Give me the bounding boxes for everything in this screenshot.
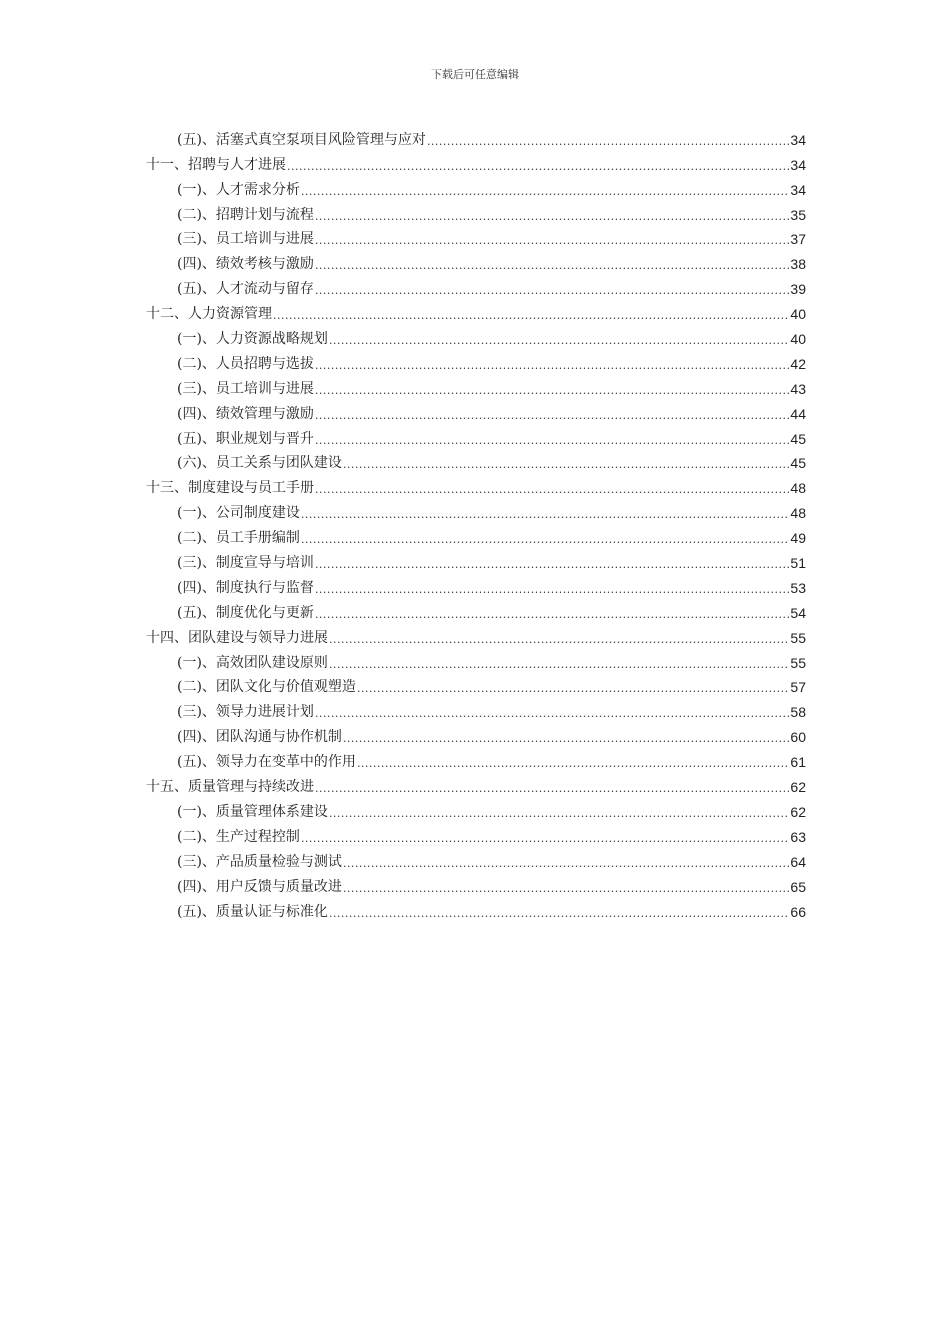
toc-dot-leader xyxy=(287,161,789,175)
toc-dot-leader xyxy=(343,459,789,473)
toc-entry-title: (一)、高效团队建设原则 xyxy=(177,654,328,671)
toc-dot-leader xyxy=(315,435,789,449)
toc-entry-title: 十五、质量管理与持续改进 xyxy=(146,779,314,796)
toc-entry-title: (五)、活塞式真空泵项目风险管理与应对 xyxy=(177,131,426,148)
toc-entry-title: (四)、制度执行与监督 xyxy=(177,579,314,596)
toc-entry-title: (二)、人员招聘与选拔 xyxy=(177,355,314,372)
toc-dot-leader xyxy=(301,509,789,523)
toc-entry-title: (五)、职业规划与晋升 xyxy=(177,430,314,447)
toc-section-entry[interactable] xyxy=(146,598,806,623)
toc-section-entry[interactable] xyxy=(146,897,806,922)
toc-page-number: 45 xyxy=(790,430,806,447)
toc-chapter-entry[interactable] xyxy=(146,772,806,797)
toc-page-number: 45 xyxy=(790,455,806,472)
toc-entry-title: (一)、公司制度建设 xyxy=(177,505,300,522)
toc-entry-title: (三)、制度宣导与培训 xyxy=(177,555,314,572)
toc-section-entry[interactable] xyxy=(146,225,806,250)
toc-section-entry[interactable] xyxy=(146,797,806,822)
toc-chapter-entry[interactable] xyxy=(146,299,806,324)
toc-section-entry[interactable] xyxy=(146,673,806,698)
toc-entry-title: (三)、员工培训与进展 xyxy=(177,231,314,248)
toc-section-entry[interactable] xyxy=(146,324,806,349)
toc-dot-leader xyxy=(315,285,789,299)
toc-page-number: 37 xyxy=(790,231,806,248)
toc-section-entry[interactable] xyxy=(146,200,806,225)
toc-page-number: 40 xyxy=(790,331,806,348)
toc-entry-title: (一)、人力资源战略规划 xyxy=(177,331,328,348)
toc-section-entry[interactable] xyxy=(146,424,806,449)
toc-entry-title: (五)、人才流动与留存 xyxy=(177,281,314,298)
toc-chapter-entry[interactable] xyxy=(146,623,806,648)
toc-section-entry[interactable] xyxy=(146,822,806,847)
toc-section-entry[interactable] xyxy=(146,747,806,772)
toc-entry-title: 十四、团队建设与领导力进展 xyxy=(146,629,328,646)
toc-page-number: 58 xyxy=(790,704,806,721)
toc-page-number: 39 xyxy=(790,281,806,298)
toc-page-number: 34 xyxy=(790,156,806,173)
toc-dot-leader xyxy=(357,758,789,772)
toc-page-number: 65 xyxy=(790,878,806,895)
toc-dot-leader xyxy=(343,858,789,872)
toc-page-number: 64 xyxy=(790,853,806,870)
toc-page-number: 53 xyxy=(790,579,806,596)
toc-page-number: 57 xyxy=(790,679,806,696)
toc-section-entry[interactable] xyxy=(146,349,806,374)
toc-section-entry[interactable] xyxy=(146,573,806,598)
toc-entry-title: (四)、绩效管理与激励 xyxy=(177,405,314,422)
toc-section-entry[interactable] xyxy=(146,498,806,523)
toc-section-entry[interactable] xyxy=(146,175,806,200)
toc-dot-leader xyxy=(315,708,789,722)
page-header: 下载后可任意编辑 xyxy=(431,68,519,81)
toc-dot-leader xyxy=(329,908,789,922)
toc-page-number: 62 xyxy=(790,779,806,796)
table-of-contents xyxy=(146,125,806,922)
toc-page-number: 66 xyxy=(790,903,806,920)
toc-dot-leader xyxy=(315,410,789,424)
toc-section-entry[interactable] xyxy=(146,548,806,573)
toc-entry-title: (一)、质量管理体系建设 xyxy=(177,803,328,820)
toc-dot-leader xyxy=(301,186,789,200)
toc-entry-title: 十一、招聘与人才进展 xyxy=(146,156,286,173)
toc-dot-leader xyxy=(329,808,789,822)
toc-page-number: 60 xyxy=(790,729,806,746)
toc-page-number: 44 xyxy=(790,405,806,422)
toc-entry-title: (三)、产品质量检验与测试 xyxy=(177,853,342,870)
toc-page-number: 63 xyxy=(790,828,806,845)
toc-section-entry[interactable] xyxy=(146,523,806,548)
toc-section-entry[interactable] xyxy=(146,274,806,299)
toc-section-entry[interactable] xyxy=(146,697,806,722)
toc-section-entry[interactable] xyxy=(146,125,806,150)
toc-section-entry[interactable] xyxy=(146,648,806,673)
toc-page-number: 49 xyxy=(790,530,806,547)
toc-dot-leader xyxy=(315,484,789,498)
toc-page-number: 34 xyxy=(790,131,806,148)
toc-entry-title: 十三、制度建设与员工手册 xyxy=(146,480,314,497)
toc-page-number: 38 xyxy=(790,256,806,273)
toc-dot-leader xyxy=(343,733,789,747)
toc-page-number: 55 xyxy=(790,629,806,646)
toc-section-entry[interactable] xyxy=(146,399,806,424)
toc-dot-leader xyxy=(329,335,789,349)
toc-dot-leader xyxy=(273,310,789,324)
toc-entry-title: (二)、生产过程控制 xyxy=(177,828,300,845)
toc-page-number: 43 xyxy=(790,380,806,397)
toc-dot-leader xyxy=(301,833,789,847)
toc-page-number: 51 xyxy=(790,555,806,572)
toc-chapter-entry[interactable] xyxy=(146,150,806,175)
toc-dot-leader xyxy=(315,235,789,249)
toc-page-number: 62 xyxy=(790,803,806,820)
toc-dot-leader xyxy=(315,559,789,573)
toc-entry-title: (六)、员工关系与团队建设 xyxy=(177,455,342,472)
toc-entry-title: (五)、制度优化与更新 xyxy=(177,604,314,621)
toc-dot-leader xyxy=(315,584,789,598)
toc-entry-title: 十二、人力资源管理 xyxy=(146,306,272,323)
toc-entry-title: (二)、员工手册编制 xyxy=(177,530,300,547)
toc-page-number: 34 xyxy=(790,181,806,198)
toc-entry-title: (五)、质量认证与标准化 xyxy=(177,903,328,920)
toc-entry-title: (二)、团队文化与价值观塑造 xyxy=(177,679,356,696)
toc-page-number: 55 xyxy=(790,654,806,671)
toc-dot-leader xyxy=(329,659,789,673)
toc-section-entry[interactable] xyxy=(146,722,806,747)
toc-dot-leader xyxy=(357,683,789,697)
toc-dot-leader xyxy=(329,634,789,648)
toc-dot-leader xyxy=(315,360,789,374)
toc-entry-title: (一)、人才需求分析 xyxy=(177,181,300,198)
toc-entry-title: (四)、团队沟通与协作机制 xyxy=(177,729,342,746)
toc-dot-leader xyxy=(315,211,789,225)
toc-section-entry[interactable] xyxy=(146,872,806,897)
toc-page-number: 48 xyxy=(790,505,806,522)
toc-section-entry[interactable] xyxy=(146,249,806,274)
toc-dot-leader xyxy=(315,260,789,274)
toc-section-entry[interactable] xyxy=(146,374,806,399)
toc-entry-title: (四)、用户反馈与质量改进 xyxy=(177,878,342,895)
toc-dot-leader xyxy=(427,136,789,150)
toc-dot-leader xyxy=(315,609,789,623)
toc-dot-leader xyxy=(315,783,789,797)
toc-entry-title: (三)、员工培训与进展 xyxy=(177,380,314,397)
toc-entry-title: (五)、领导力在变革中的作用 xyxy=(177,754,356,771)
toc-section-entry[interactable] xyxy=(146,449,806,474)
toc-dot-leader xyxy=(343,883,789,897)
toc-entry-title: (二)、招聘计划与流程 xyxy=(177,206,314,223)
toc-dot-leader xyxy=(315,385,789,399)
toc-entry-title: (三)、领导力进展计划 xyxy=(177,704,314,721)
toc-entry-title: (四)、绩效考核与激励 xyxy=(177,256,314,273)
toc-page-number: 48 xyxy=(790,480,806,497)
toc-page-number: 42 xyxy=(790,355,806,372)
toc-page-number: 54 xyxy=(790,604,806,621)
toc-page-number: 40 xyxy=(790,306,806,323)
toc-chapter-entry[interactable] xyxy=(146,473,806,498)
toc-section-entry[interactable] xyxy=(146,847,806,872)
toc-dot-leader xyxy=(301,534,789,548)
toc-page-number: 35 xyxy=(790,206,806,223)
toc-page-number: 61 xyxy=(790,754,806,771)
